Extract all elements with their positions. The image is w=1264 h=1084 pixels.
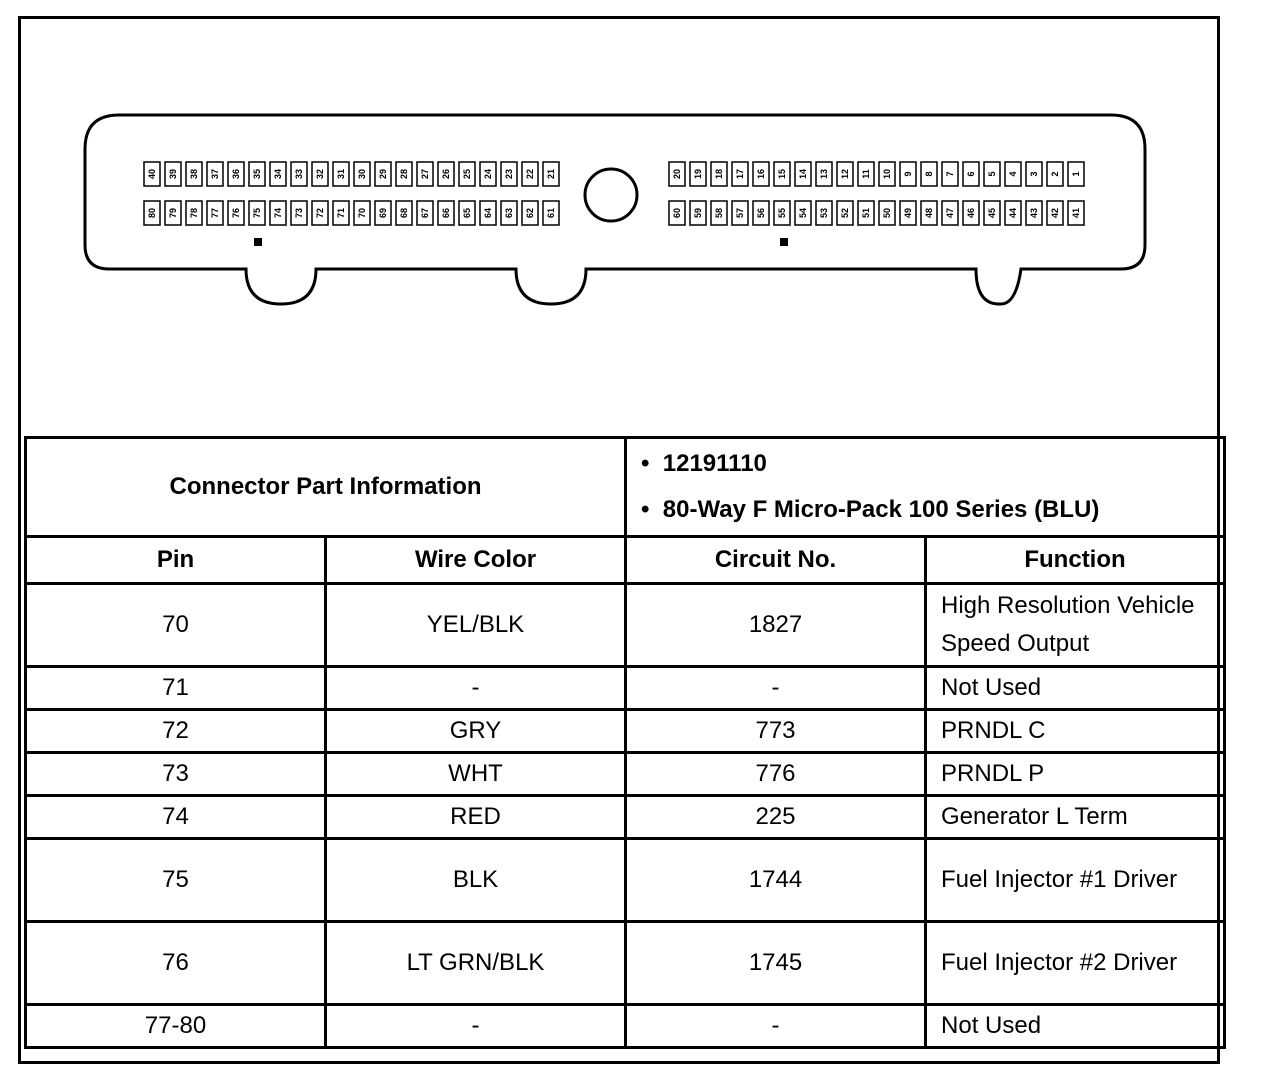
pin-cell: 70	[26, 584, 326, 667]
header-circuit-no: Circuit No.	[626, 537, 926, 584]
circuit-cell: 225	[626, 796, 926, 839]
pin-label-11: 11	[861, 169, 871, 179]
pin-label-36: 36	[231, 168, 241, 180]
function-cell: Generator L Term	[926, 796, 1225, 839]
pin-label-33: 33	[294, 168, 304, 180]
wire-color-cell: -	[326, 667, 626, 710]
pin-label-23: 23	[504, 168, 514, 180]
pin-label-1: 1	[1071, 171, 1081, 177]
pin-label-2: 2	[1050, 171, 1060, 177]
function-cell: Fuel Injector #2 Driver	[926, 922, 1225, 1005]
circuit-cell: -	[626, 1005, 926, 1048]
pin-label-35: 35	[252, 168, 262, 180]
pin-label-54: 54	[798, 207, 808, 219]
pin-label-64: 64	[483, 207, 493, 219]
wire-color-cell: -	[326, 1005, 626, 1048]
pin-label-45: 45	[987, 207, 997, 219]
pin-label-6: 6	[966, 171, 976, 177]
circuit-cell: 1827	[626, 584, 926, 667]
pin-label-41: 41	[1071, 207, 1081, 219]
pin-label-37: 37	[210, 168, 220, 180]
pin-label-25: 25	[462, 168, 472, 180]
circuit-cell: 1744	[626, 839, 926, 922]
pin-label-9: 9	[903, 171, 913, 177]
pin-label-5: 5	[987, 171, 997, 177]
pin-label-40: 40	[147, 168, 157, 180]
pin-label-48: 48	[924, 207, 934, 219]
pin-label-77: 77	[210, 207, 220, 219]
wire-color-cell: RED	[326, 796, 626, 839]
circuit-cell: 773	[626, 710, 926, 753]
pin-label-12: 12	[840, 168, 850, 180]
index-marker-right	[780, 238, 788, 246]
table-row	[26, 667, 1225, 710]
pin-label-22: 22	[525, 168, 535, 180]
wire-color-cell: YEL/BLK	[326, 584, 626, 667]
part-info-label: Connector Part Information	[26, 438, 626, 537]
pin-label-46: 46	[966, 207, 976, 219]
wire-color-cell: BLK	[326, 839, 626, 922]
pin-label-39: 39	[168, 168, 178, 180]
pin-cell: 77-80	[26, 1005, 326, 1048]
pin-label-32: 32	[315, 168, 325, 180]
table-row	[26, 922, 1225, 1005]
pin-label-65: 65	[462, 207, 472, 219]
pin-label-38: 38	[189, 168, 199, 180]
pin-label-19: 19	[693, 168, 703, 180]
table-row	[26, 710, 1225, 753]
pin-cell: 71	[26, 667, 326, 710]
part-number-item: • 12191110	[641, 450, 767, 477]
pin-label-74: 74	[273, 207, 283, 219]
pin-label-8: 8	[924, 171, 934, 177]
function-cell: Not Used	[926, 667, 1225, 710]
pin-label-3: 3	[1029, 171, 1039, 177]
pin-label-34: 34	[273, 168, 283, 180]
part-number: 12191110	[662, 450, 767, 477]
part-info-values	[626, 438, 1225, 537]
pin-label-31: 31	[336, 168, 346, 180]
pin-label-79: 79	[168, 207, 178, 219]
wire-color-cell: LT GRN/BLK	[326, 922, 626, 1005]
part-info-row	[26, 438, 1225, 537]
pin-label-76: 76	[231, 207, 241, 219]
pin-label-28: 28	[399, 168, 409, 180]
pin-label-78: 78	[189, 207, 199, 219]
connector-face-svg	[21, 19, 1223, 419]
pin-cell: 72	[26, 710, 326, 753]
pin-label-80: 80	[147, 207, 157, 219]
pin-label-69: 69	[378, 207, 388, 219]
pin-label-60: 60	[672, 207, 682, 219]
pin-label-57: 57	[735, 207, 745, 219]
table-row	[26, 1005, 1225, 1048]
circuit-cell: -	[626, 667, 926, 710]
table-row	[26, 839, 1225, 922]
header-pin: Pin	[26, 537, 326, 584]
pin-label-61: 61	[546, 207, 556, 219]
function-cell: Fuel Injector #1 Driver	[926, 839, 1225, 922]
pin-label-42: 42	[1050, 207, 1060, 219]
pin-label-16: 16	[756, 168, 766, 180]
pin-cell: 73	[26, 753, 326, 796]
pin-label-68: 68	[399, 207, 409, 219]
pin-label-47: 47	[945, 207, 955, 219]
pin-label-53: 53	[819, 207, 829, 219]
table-row	[26, 796, 1225, 839]
function-cell: Not Used	[926, 1005, 1225, 1048]
pin-label-43: 43	[1029, 207, 1039, 219]
pin-label-58: 58	[714, 207, 724, 219]
pin-label-30: 30	[357, 168, 367, 180]
function-cell: High Resolution Vehicle Speed Output	[926, 584, 1225, 667]
circuit-cell: 1745	[626, 922, 926, 1005]
pin-label-20: 20	[672, 168, 682, 180]
pin-label-66: 66	[441, 207, 451, 219]
table-row	[26, 753, 1225, 796]
pin-label-29: 29	[378, 168, 388, 180]
pin-label-4: 4	[1008, 171, 1018, 177]
pin-label-26: 26	[441, 168, 451, 180]
pin-cell: 76	[26, 922, 326, 1005]
function-cell: PRNDL C	[926, 710, 1225, 753]
pin-label-15: 15	[777, 168, 787, 180]
connector-document	[18, 16, 1220, 1064]
part-description-item: • 80-Way F Micro-Pack 100 Series (BLU)	[641, 496, 1100, 523]
header-wire-color: Wire Color	[326, 537, 626, 584]
pin-label-55: 55	[777, 207, 787, 219]
pin-label-51: 51	[861, 207, 871, 219]
pin-cavities	[144, 162, 1084, 225]
pin-label-59: 59	[693, 207, 703, 219]
wire-color-cell: GRY	[326, 710, 626, 753]
pin-label-24: 24	[483, 168, 493, 180]
function-cell: PRNDL P	[926, 753, 1225, 796]
pin-label-18: 18	[714, 168, 724, 180]
pin-label-62: 62	[525, 207, 535, 219]
pin-label-67: 67	[420, 207, 430, 219]
pin-cell: 74	[26, 796, 326, 839]
header-function: Function	[926, 537, 1225, 584]
pin-label-52: 52	[840, 207, 850, 219]
pin-label-75: 75	[252, 207, 262, 219]
pin-label-21: 21	[546, 168, 556, 180]
connector-diagram	[21, 19, 1223, 419]
pin-label-56: 56	[756, 207, 766, 219]
circuit-cell: 776	[626, 753, 926, 796]
center-keyway-circle	[585, 169, 637, 221]
pin-label-14: 14	[798, 168, 808, 180]
pin-label-13: 13	[819, 168, 829, 180]
pin-label-70: 70	[357, 207, 367, 219]
pin-label-63: 63	[504, 207, 514, 219]
index-marker-left	[254, 238, 262, 246]
pin-label-50: 50	[882, 207, 892, 219]
pin-label-73: 73	[294, 207, 304, 219]
wire-color-cell: WHT	[326, 753, 626, 796]
pin-label-49: 49	[903, 207, 913, 219]
pin-label-7: 7	[945, 171, 955, 177]
pin-label-10: 10	[882, 168, 892, 180]
table-header-row	[26, 537, 1225, 584]
pin-label-17: 17	[735, 168, 745, 180]
pin-label-71: 71	[336, 207, 346, 219]
pin-cell: 75	[26, 839, 326, 922]
part-description: 80-Way F Micro-Pack 100 Series (BLU)	[662, 496, 1100, 523]
pinout-table	[24, 436, 1226, 1049]
table-row	[26, 584, 1225, 667]
pin-label-44: 44	[1008, 207, 1018, 219]
pin-label-27: 27	[420, 168, 430, 180]
pin-label-72: 72	[315, 207, 325, 219]
